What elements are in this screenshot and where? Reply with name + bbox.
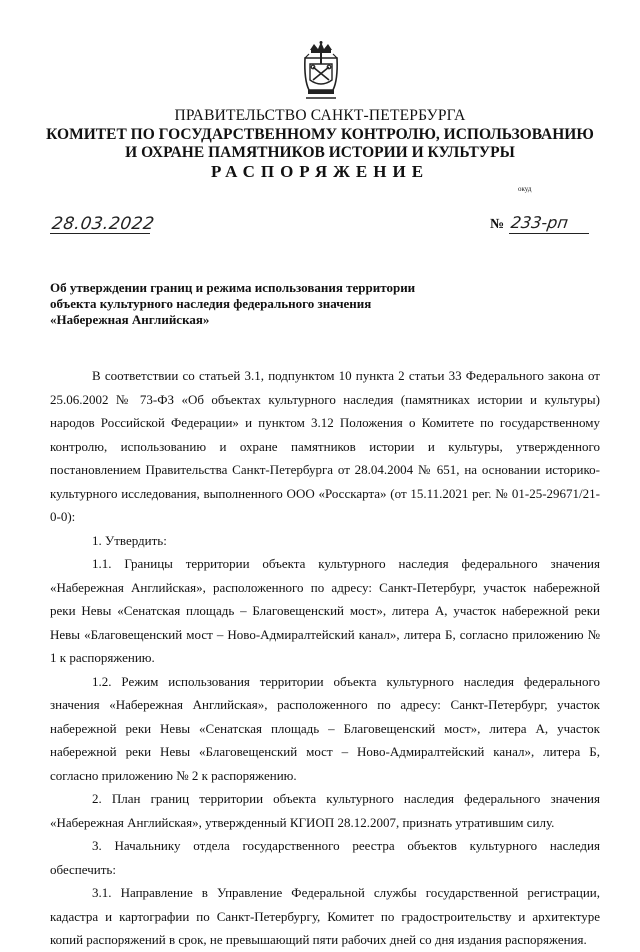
- document-body: [50, 364, 600, 952]
- committee-heading: [40, 126, 600, 162]
- subject-line-1: Об утверждении границ и режима использования территории: [50, 280, 416, 295]
- okud-label: окуд: [518, 185, 532, 193]
- document-date: 28.03.2022: [50, 214, 156, 234]
- paragraph-2: 2. План границ территории объекта культурного наследия федерального значения «Набережная Английская», утвержденный КГИОП 28.12.2007, признать утратившим силу.: [50, 791, 600, 830]
- number-label: №: [490, 217, 505, 232]
- document-subject: [50, 280, 450, 328]
- government-heading: ПРАВИТЕЛЬСТВО САНКТ-ПЕТЕРБУРГА: [174, 107, 466, 124]
- paragraph-3: 3. Начальнику отдела государственного реестра объектов культурного наследия обеспечить:: [50, 838, 600, 877]
- committee-line-2: И ОХРАНЕ ПАМЯТНИКОВ ИСТОРИИ И КУЛЬТУРЫ: [125, 144, 515, 161]
- coat-of-arms-icon: [302, 40, 340, 102]
- paragraph-1-2: 1.2. Режим использования территории объекта культурного наследия федерального значения «Набережная Английская», расположенного по адресу: Санкт-Петербург, участок набережной реки Невы «Сенатская площадь – Благовещенский мост», литера А, участок набережной реки Невы «Благовещенский мост – Ново-Адмиралтейский канал», литера Б, согласно приложению № 2 к распоряжению.: [50, 673, 600, 783]
- document-type-title: РАСПОРЯЖЕНИЕ: [210, 162, 430, 181]
- subject-line-2: объекта культурного наследия федерального значения: [50, 296, 372, 311]
- paragraph-1-1: 1.1. Границы территории объекта культурного наследия федерального значения «Набережная Английская», расположенного по адресу: Санкт-Петербург, участок набережной реки Невы «Сенатская площадь – Благовещенский мост», литера А, участок набережной реки Невы «Благовещенский мост – Ново-Адмиралтейский канал», литера Б, согласно приложению № 1 к распоряжению.: [50, 556, 600, 665]
- paragraph-1: 1. Утвердить:: [92, 532, 167, 548]
- subject-line-3: «Набережная Английская»: [50, 312, 210, 327]
- paragraph-preamble: В соответствии со статьей 3.1, подпунктом 10 пункта 2 статьи 33 Федерального закона от 25.06.2002 № 73-ФЗ «Об объектах культурного наследия (памятниках истории и культуры) народов Российской Федерации» и пунктом 3.12 Положения о Комитете по государственному контролю, использованию и охране памятников истории и культуры, утвержденного постановлением Правительства Санкт-Петербурга от 28.04.2004 № 651, на основании историко-культурного исследования, выполненного ООО «Росскарта» (от 15.11.2021 рег. № 01-25-29671/21-0-0):: [50, 368, 600, 524]
- document-number: 233-рп: [509, 213, 570, 232]
- committee-line-1: КОМИТЕТ ПО ГОСУДАРСТВЕННОМУ КОНТРОЛЮ, ИСПОЛЬЗОВАНИЮ: [46, 126, 594, 143]
- paragraph-3-1: 3.1. Направление в Управление Федеральной службы государственной регистрации, кадастра и картографии по Санкт-Петербургу, Комитет по градостроительству и архитектуре копий распоряжений в срок, не превышающий пяти рабочих дней со дня издания распоряжения.: [50, 885, 600, 947]
